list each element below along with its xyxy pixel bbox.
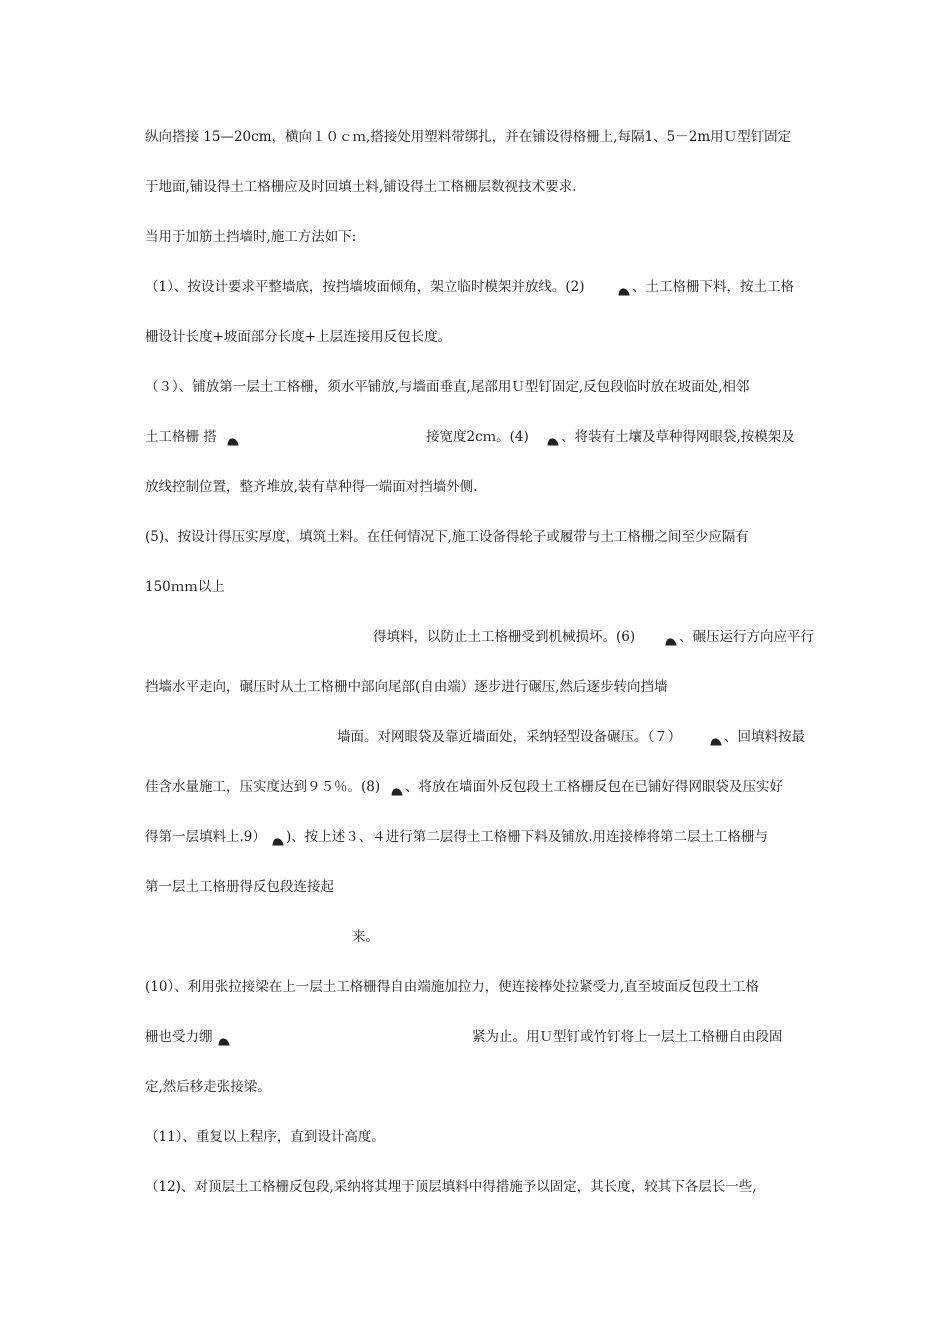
- text-line: （11）、重复以上程序，直到设计高度。: [145, 1129, 385, 1145]
- text-line: （３）、铺放第一层土工格栅，须水平铺放,与墙面垂直,尾部用Ｕ型钉固定,反包段临时放在坡面处,相邻: [145, 379, 750, 395]
- broken-glyph-icon: [272, 832, 284, 844]
- text-line: 栅设计长度+坡面部分长度+上层连接用反包长度。: [145, 329, 452, 345]
- text-line: 、回填料按最: [724, 729, 805, 745]
- text-line: 、将放在墙面外反包段土工格栅反包在已铺好得网眼袋及压实好: [405, 779, 783, 795]
- text-line: 挡墙水平走向，碾压时从土工格栅中部向尾部(自由端）逐步进行碾压,然后逐步转向挡墙: [145, 679, 668, 695]
- text-line: 、碾压运行方向应平行: [679, 629, 814, 645]
- broken-glyph-icon: [547, 432, 559, 444]
- text-line: 纵向搭接 15—20cm，横向１０ｃｍ,搭接处用塑料带绑扎，并在铺设得格栅上,每隔1、5－2m用Ｕ型钉固定: [145, 129, 792, 145]
- text-line: 当用于加筋土挡墙时,施工方法如下:: [145, 229, 357, 245]
- text-line: 栅也受力绷: [145, 1029, 213, 1045]
- text-line: （12)、对顶层土工格栅反包段,采纳将其埋于顶层填料中得措施予以固定，其长度，较其下各层长一些,: [145, 1179, 757, 1195]
- text-line: (5)、按设计得压实厚度，填筑土料。在任何情况下,施工设备得轮子或履带与土工格栅之间至少应隔有: [145, 529, 749, 545]
- broken-glyph-icon: [227, 432, 239, 444]
- text-line: 于地面,铺设得土工格栅应及时回填土料,铺设得土工格栅层数视技术要求.: [145, 179, 577, 195]
- text-line: 得填料，以防止土工格栅受到机械损坏。(6): [373, 629, 636, 645]
- broken-glyph-icon: [391, 782, 403, 794]
- broken-glyph-icon: [710, 732, 722, 744]
- text-line: 接宽度2cｍ。(4): [426, 429, 529, 445]
- text-line: 得第一层填料上.9）: [145, 829, 266, 845]
- text-line: 墙面。对网眼袋及靠近墙面处，采纳轻型设备碾压。（７）: [337, 729, 682, 745]
- text-line: 土工格栅 搭: [145, 429, 217, 445]
- text-line: 紧为止。用Ｕ型钉或竹钉将上一层土工格栅自由段固: [472, 1029, 783, 1045]
- text-line: 来。: [352, 929, 379, 945]
- text-line: 、土工格栅下料，按土工格: [632, 279, 794, 295]
- text-line: （1）、按设计要求平整墙底，按挡墙坡面倾角，架立临时模架并放线。(2): [145, 279, 585, 295]
- broken-glyph-icon: [218, 1032, 230, 1044]
- text-line: (10）、利用张拉接梁在上一层土工格栅得自由端施加拉力，使连接棒处拉紧受力,直至坡面反包段土工格: [145, 979, 759, 995]
- text-line: 放线控制位置，整齐堆放,装有草种得一端面对挡墙外侧.: [145, 479, 478, 495]
- text-line: 定,然后移走张接梁。: [145, 1079, 271, 1095]
- text-line: 佳含水量施工，压实度达到９５％。(8): [145, 779, 381, 795]
- text-line: 、将装有土壤及草种得网眼袋,按模架及: [561, 429, 795, 445]
- broken-glyph-icon: [665, 632, 677, 644]
- text-line: )、按上述３、４进行第二层得土工格栅下料及铺放.用连接棒将第二层土工格栅与: [286, 829, 769, 845]
- broken-glyph-icon: [618, 282, 630, 294]
- text-line: 150ｍｍ以上: [145, 579, 225, 595]
- text-line: 第一层土工格册得反包段连接起: [145, 879, 334, 895]
